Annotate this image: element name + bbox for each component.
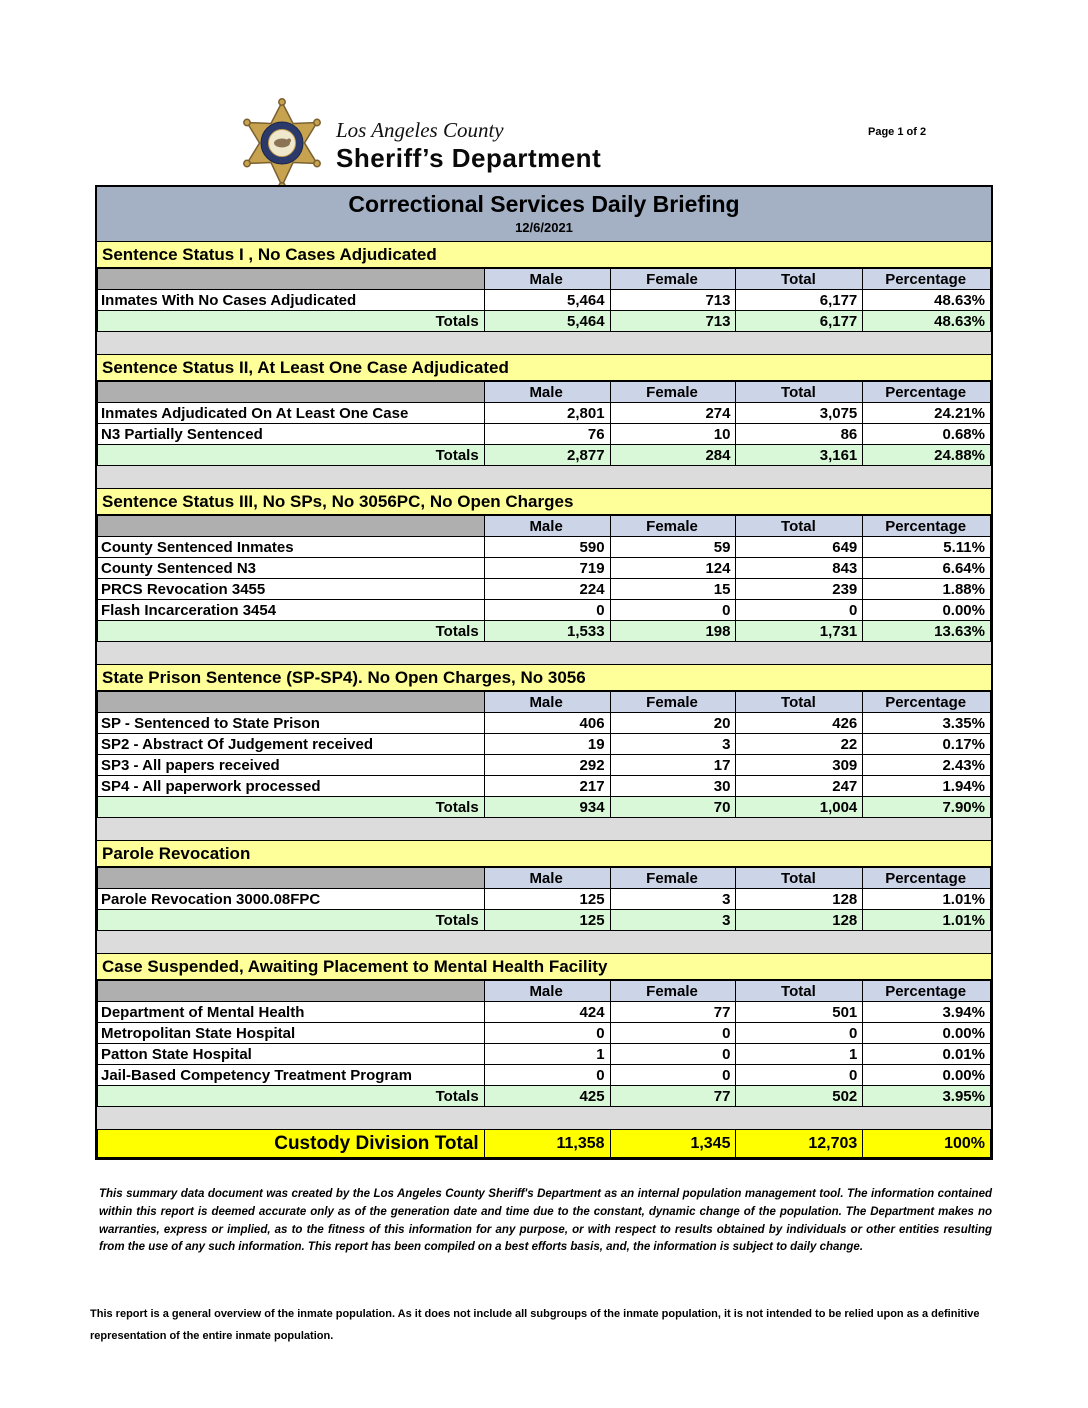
cell-percentage: 1.94% [863,776,991,797]
briefing-report-block [95,185,993,1160]
cell-total: 309 [736,755,863,776]
cell-percentage: 1.01% [863,889,991,910]
totals-row [98,1086,991,1107]
cell-total: 649 [736,537,863,558]
column-header-female: Female [610,382,736,403]
cell-percentage: 7.90% [863,797,991,818]
cell-male: 76 [484,424,610,445]
cell-total: 239 [736,579,863,600]
report-date: 12/6/2021 [515,220,573,235]
table-row [98,1023,991,1044]
custody-division-total-table [97,1129,991,1158]
section-spacer [97,332,991,354]
table-row [98,424,991,445]
section-header-case-suspended: Case Suspended, Awaiting Placement to Mental Health Facility [97,953,991,980]
column-header-row [98,516,991,537]
column-header-total: Total [736,981,863,1002]
section-spacer [97,931,991,953]
column-header-spacer [98,382,485,403]
column-header-male: Male [484,868,610,889]
table-row [98,403,991,424]
column-header-total: Total [736,382,863,403]
column-header-male: Male [484,692,610,713]
cell-male: 0 [484,600,610,621]
cell-female: 10 [610,424,736,445]
row-label: Inmates With No Cases Adjudicated [98,290,485,311]
cell-male: 125 [484,910,610,931]
row-label: Department of Mental Health [98,1002,485,1023]
table-row [98,1002,991,1023]
cell-percentage: 0.00% [863,1023,991,1044]
totals-label: Totals [98,1086,485,1107]
table-row [98,1044,991,1065]
column-header-percentage: Percentage [863,692,991,713]
cell-percentage: 13.63% [863,621,991,642]
lasd-logo [236,98,601,194]
cell-total: 0 [736,1065,863,1086]
cell-total: 0 [736,600,863,621]
cell-male: 1,533 [484,621,610,642]
column-header-spacer [98,269,485,290]
row-label: N3 Partially Sentenced [98,424,485,445]
cell-male: 5,464 [484,290,610,311]
cell-total: 128 [736,889,863,910]
row-label: SP2 - Abstract Of Judgement received [98,734,485,755]
table-row [98,290,991,311]
section-header-state-prison: State Prison Sentence (SP-SP4). No Open Charges, No 3056 [97,664,991,691]
column-header-row [98,868,991,889]
cell-female: 198 [610,621,736,642]
totals-row [98,910,991,931]
cell-male: 11,358 [484,1130,610,1158]
cell-percentage: 48.63% [863,290,991,311]
row-label: SP3 - All papers received [98,755,485,776]
cell-female: 274 [610,403,736,424]
page-number: Page 1 of 2 [868,126,927,138]
cell-total: 247 [736,776,863,797]
cell-female: 20 [610,713,736,734]
cell-percentage: 3.94% [863,1002,991,1023]
cell-female: 17 [610,755,736,776]
row-label: PRCS Revocation 3455 [98,579,485,600]
overview-note-text: This report is a general overview of the inmate population. As it does not include all subgroups of the inmate population, it is not intended to be relied upon as a definitive representation of the entire inmate population. [90,1308,980,1342]
cell-male: 590 [484,537,610,558]
row-label: Jail-Based Competency Treatment Program [98,1065,485,1086]
column-header-female: Female [610,516,736,537]
column-header-row [98,382,991,403]
cell-total: 128 [736,910,863,931]
table-row [98,600,991,621]
row-label: Parole Revocation 3000.08FPC [98,889,485,910]
cell-total: 1,731 [736,621,863,642]
row-label: Flash Incarceration 3454 [98,600,485,621]
column-header-percentage: Percentage [863,269,991,290]
cell-female: 124 [610,558,736,579]
cell-female: 15 [610,579,736,600]
cell-percentage: 0.68% [863,424,991,445]
cell-male: 19 [484,734,610,755]
cell-total: 12,703 [736,1130,863,1158]
cell-percentage: 0.00% [863,1065,991,1086]
cell-male: 5,464 [484,311,610,332]
section-table-sentence-status-1 [97,268,991,332]
column-header-total: Total [736,516,863,537]
cell-percentage: 0.00% [863,600,991,621]
cell-male: 425 [484,1086,610,1107]
cell-total: 86 [736,424,863,445]
section-header-parole-revocation: Parole Revocation [97,840,991,867]
row-label: County Sentenced N3 [98,558,485,579]
section-spacer [97,1107,991,1129]
cell-percentage: 100% [863,1130,991,1158]
row-label: SP4 - All paperwork processed [98,776,485,797]
cell-male: 406 [484,713,610,734]
table-row [98,889,991,910]
cell-percentage: 6.64% [863,558,991,579]
cell-percentage: 5.11% [863,537,991,558]
section-table-sentence-status-3 [97,515,991,642]
column-header-percentage: Percentage [863,382,991,403]
cell-male: 719 [484,558,610,579]
column-header-female: Female [610,868,736,889]
totals-row [98,445,991,466]
cell-percentage: 2.43% [863,755,991,776]
column-header-row [98,981,991,1002]
column-header-row [98,269,991,290]
cell-female: 3 [610,889,736,910]
cell-total: 6,177 [736,290,863,311]
cell-male: 934 [484,797,610,818]
cell-male: 2,801 [484,403,610,424]
cell-male: 1 [484,1044,610,1065]
cell-female: 3 [610,734,736,755]
cell-percentage: 3.95% [863,1086,991,1107]
cell-female: 713 [610,290,736,311]
totals-label: Totals [98,621,485,642]
column-header-male: Male [484,981,610,1002]
cell-female: 1,345 [610,1130,736,1158]
column-header-female: Female [610,692,736,713]
sheriff-star-icon [236,98,328,194]
table-row [98,1065,991,1086]
cell-female: 70 [610,797,736,818]
section-spacer [97,466,991,488]
report-title: Correctional Services Daily Briefing [348,191,740,217]
totals-row [98,797,991,818]
cell-female: 713 [610,311,736,332]
cell-female: 0 [610,1023,736,1044]
cell-total: 1 [736,1044,863,1065]
column-header-female: Female [610,981,736,1002]
cell-male: 0 [484,1023,610,1044]
column-header-total: Total [736,868,863,889]
cell-female: 0 [610,1044,736,1065]
row-label: SP - Sentenced to State Prison [98,713,485,734]
cell-total: 3,075 [736,403,863,424]
section-spacer [97,642,991,664]
cell-female: 30 [610,776,736,797]
logo-dept-text: Sheriff’s Department [336,143,602,173]
cell-male: 292 [484,755,610,776]
column-header-male: Male [484,269,610,290]
cell-female: 77 [610,1086,736,1107]
column-header-total: Total [736,269,863,290]
cell-female: 77 [610,1002,736,1023]
totals-row [98,621,991,642]
column-header-percentage: Percentage [863,868,991,889]
cell-female: 284 [610,445,736,466]
cell-total: 501 [736,1002,863,1023]
column-header-total: Total [736,692,863,713]
section-header-sentence-status-1: Sentence Status I , No Cases Adjudicated [97,241,991,268]
section-table-sentence-status-2 [97,381,991,466]
grand-total-label: Custody Division Total [98,1130,485,1158]
column-header-spacer [98,692,485,713]
row-label: County Sentenced Inmates [98,537,485,558]
cell-male: 125 [484,889,610,910]
cell-total: 1,004 [736,797,863,818]
cell-percentage: 3.35% [863,713,991,734]
cell-female: 0 [610,600,736,621]
table-row [98,734,991,755]
cell-male: 0 [484,1065,610,1086]
cell-male: 217 [484,776,610,797]
cell-total: 0 [736,1023,863,1044]
custody-division-total-row [98,1130,991,1158]
totals-label: Totals [98,910,485,931]
logo-county-text: Los Angeles County [336,118,504,142]
row-label: Patton State Hospital [98,1044,485,1065]
column-header-spacer [98,868,485,889]
table-row [98,558,991,579]
section-spacer [97,818,991,840]
section-table-case-suspended [97,980,991,1107]
section-table-parole-revocation [97,867,991,931]
cell-percentage: 1.88% [863,579,991,600]
section-header-sentence-status-3: Sentence Status III, No SPs, No 3056PC, No Open Charges [97,488,991,515]
column-header-spacer [98,981,485,1002]
cell-total: 3,161 [736,445,863,466]
totals-label: Totals [98,311,485,332]
table-row [98,776,991,797]
cell-total: 22 [736,734,863,755]
column-header-percentage: Percentage [863,981,991,1002]
column-header-percentage: Percentage [863,516,991,537]
column-header-male: Male [484,516,610,537]
section-header-sentence-status-2: Sentence Status II, At Least One Case Adjudicated [97,354,991,381]
totals-label: Totals [98,797,485,818]
cell-percentage: 0.17% [863,734,991,755]
cell-percentage: 0.01% [863,1044,991,1065]
table-row [98,755,991,776]
row-label: Metropolitan State Hospital [98,1023,485,1044]
section-table-state-prison [97,691,991,818]
cell-male: 2,877 [484,445,610,466]
table-row [98,713,991,734]
column-header-male: Male [484,382,610,403]
table-row [98,537,991,558]
cell-total: 502 [736,1086,863,1107]
column-header-female: Female [610,269,736,290]
cell-percentage: 24.88% [863,445,991,466]
cell-total: 843 [736,558,863,579]
row-label: Inmates Adjudicated On At Least One Case [98,403,485,424]
cell-total: 426 [736,713,863,734]
totals-label: Totals [98,445,485,466]
cell-female: 3 [610,910,736,931]
cell-percentage: 48.63% [863,311,991,332]
cell-male: 224 [484,579,610,600]
cell-total: 6,177 [736,311,863,332]
cell-male: 424 [484,1002,610,1023]
disclaimer-text: This summary data document was created by the Los Angeles County Sheriff's Department as an internal population management tool. The information contained within this report is deemed accurate only as of the generation date and time due to the constant, dynamic change of the population. The Department makes no warranties, express or implied, as to the fitness of this information for any purpose, or with respect to results obtained by individuals or other entities resulting from the use of any such information. This report has been compiled on a best efforts basis, and, the information is subject to daily change. [99,1188,992,1254]
column-header-spacer [98,516,485,537]
title-bar [97,187,991,241]
column-header-row [98,692,991,713]
table-row [98,579,991,600]
cell-female: 0 [610,1065,736,1086]
cell-percentage: 24.21% [863,403,991,424]
cell-female: 59 [610,537,736,558]
cell-percentage: 1.01% [863,910,991,931]
totals-row [98,311,991,332]
